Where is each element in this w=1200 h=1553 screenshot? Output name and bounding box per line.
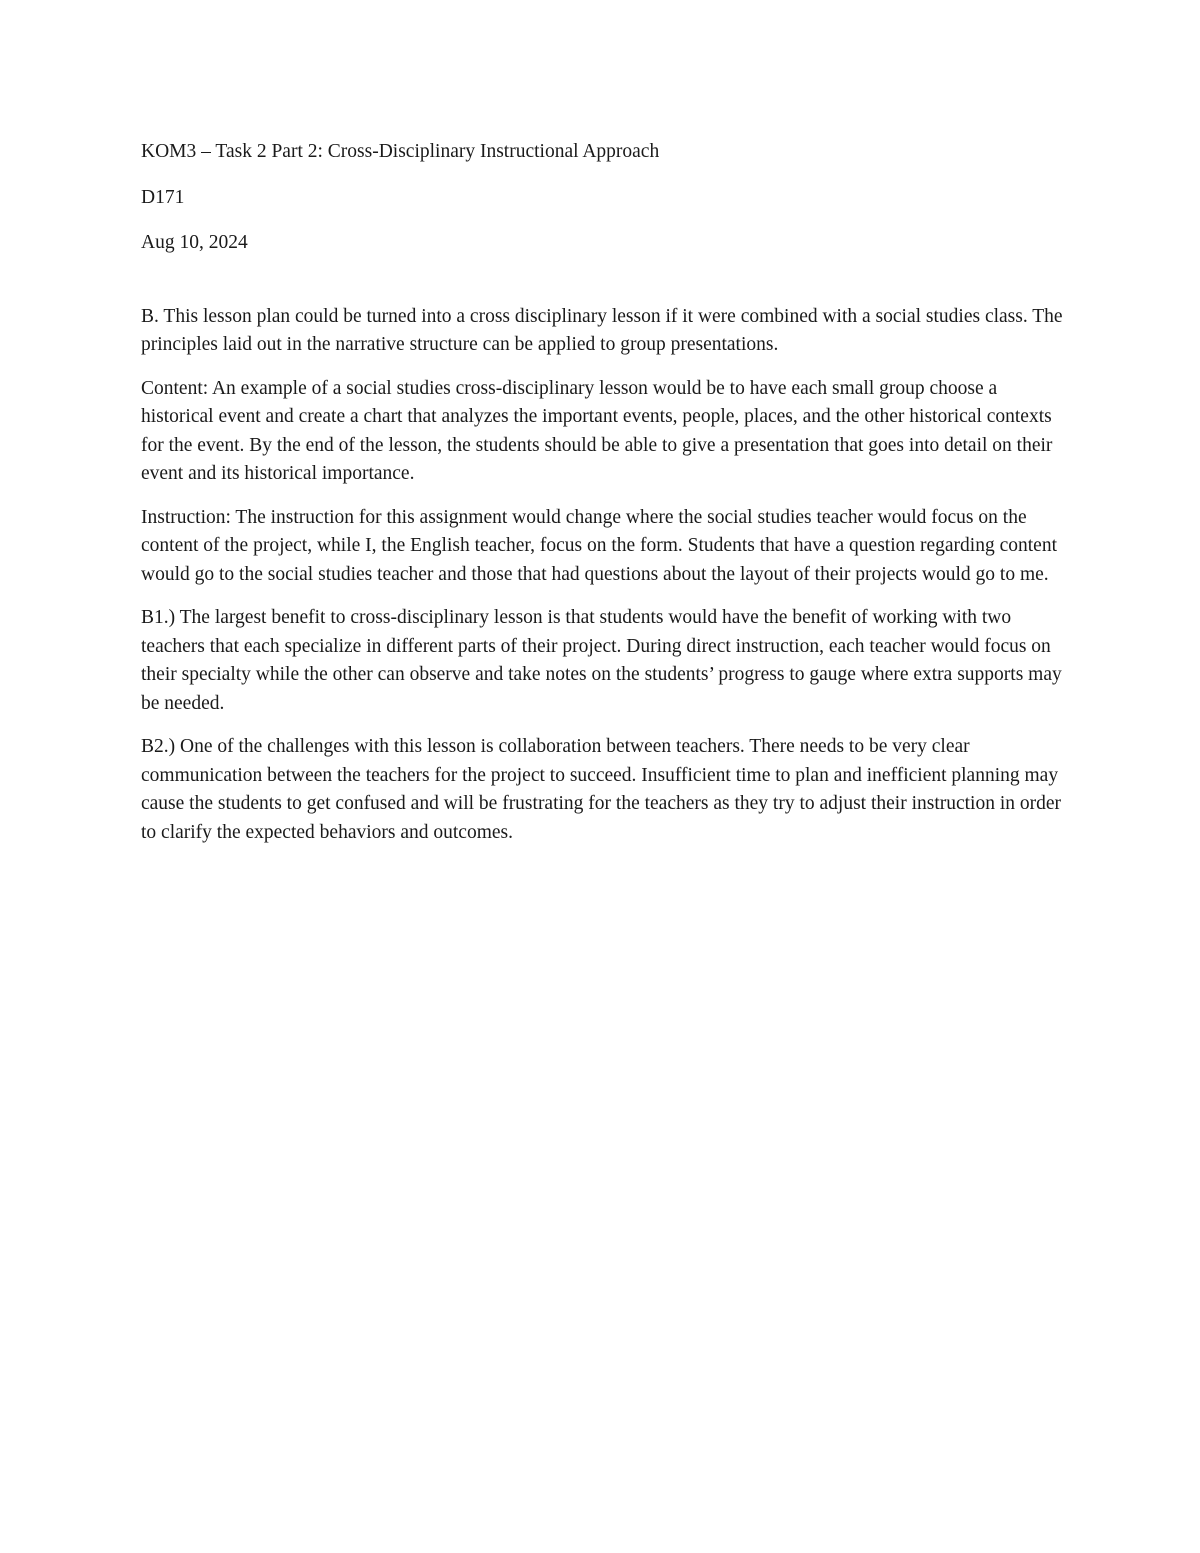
paragraph-instruction: Instruction: The instruction for this assignment would change where the social studies teacher would focus on the content of the project, while I, the English teacher, focus on the form. Students that have a question regarding content would go to the social studies teacher and those that had questions about the layout of their projects would go to me. [141, 506, 1057, 585]
course-code: D171 [141, 186, 185, 208]
paragraph-content: Content: An example of a social studies cross-disciplinary lesson would be to have each small group choose a historical event and create a chart that analyzes the important events, people, places, and the other historical contexts for the event. By the end of the lesson, the students should be able to give a presentation that goes into detail on their event and its historical importance. [141, 377, 1053, 484]
document-date: Aug 10, 2024 [141, 232, 248, 253]
paragraph-b2: B2.) One of the challenges with this lesson is collaboration between teachers. There needs to be very clear communication between the teachers for the project to succeed. Insufficient time to plan and inefficient planning may cause the students to get confused and will be frustrating for the teachers as they try to adjust their instruction in order to clarify the expected behaviors and outcomes. [141, 736, 1062, 843]
paragraph-b: B. This lesson plan could be turned into a cross disciplinary lesson if it were combined with a social studies class. The principles laid out in the narrative structure can be applied to group presentations. [141, 305, 1063, 355]
document-title: KOM3 – Task 2 Part 2: Cross-Disciplinary Instructional Approach [141, 141, 660, 162]
document-body [141, 138, 1071, 862]
paragraph-b1: B1.) The largest benefit to cross-disciplinary lesson is that students would have the benefit of working with two teachers that each specialize in different parts of their project. During direct instruction, each teacher would focus on their specialty while the other can observe and take notes on the students’ progress to gauge where extra supports may be needed. [141, 607, 1062, 714]
